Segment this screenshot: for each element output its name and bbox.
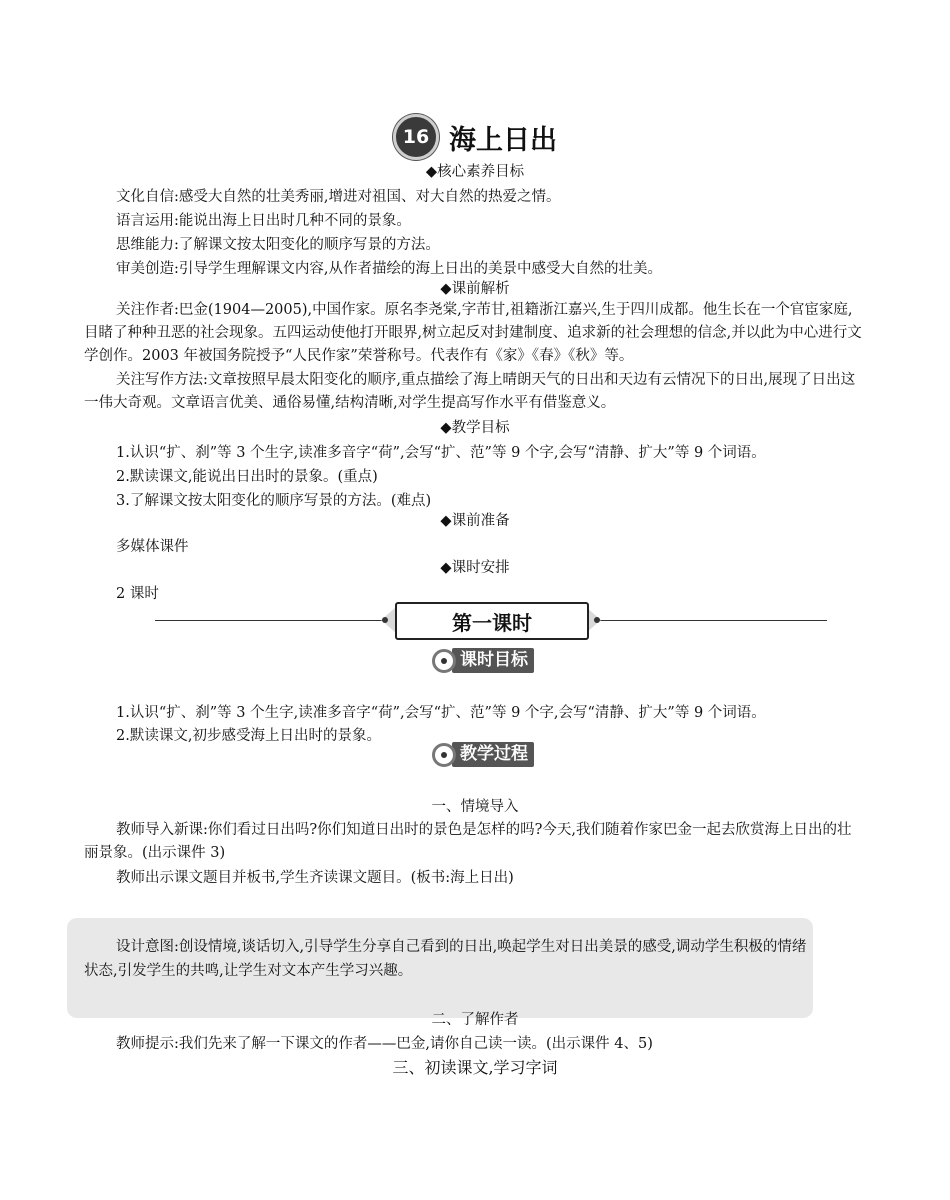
- design-intent-box: [67, 918, 813, 1018]
- section-preview: ◆课前解析: [440, 281, 510, 297]
- preparation-text: 多媒体课件: [116, 539, 189, 555]
- section-preparation: ◆课前准备: [440, 513, 510, 529]
- teaching-process-label: 教学过程: [452, 742, 534, 767]
- design-intent-text: 设计意图:创设情境,谈话切入,引导学生分享自己看到的日出,唤起学生对日出美景的感受,调动学生积极的情绪状态,引发学生的共鸣,让学生对文本产生学习兴趣。: [84, 939, 807, 979]
- teaching-goal-item: 1.认识“扩、刹”等 3 个生字,读准多音字“荷”,会写“扩、范”等 9 个字,会写“清静、扩大”等 9 个词语。: [116, 445, 766, 461]
- teaching-goal-item: 3.了解课文按太阳变化的顺序写景的方法。(难点): [116, 493, 432, 509]
- divider-right: [597, 620, 827, 621]
- target-icon: [432, 743, 456, 767]
- first-period-banner: 第一课时: [395, 602, 589, 640]
- step1-paragraph-2: 教师出示课文题目并板书,学生齐读课文题目。(板书:海上日出): [116, 870, 514, 886]
- section-core-goals: ◆核心素养目标: [425, 164, 525, 180]
- divider-dot: [382, 617, 388, 623]
- schedule-text: 2 课时: [116, 586, 159, 602]
- core-goal-item: 文化自信:感受大自然的壮美秀丽,增进对祖国、对大自然的热爱之情。: [116, 189, 561, 205]
- lesson-number-badge: 16: [393, 114, 439, 160]
- section-teaching-goals: ◆教学目标: [440, 420, 510, 436]
- core-goal-item: 思维能力:了解课文按太阳变化的顺序写景的方法。: [116, 237, 440, 253]
- preview-author-paragraph: 关注作者:巴金(1904—2005),中国作家。原名李尧棠,字芾甘,祖籍浙江嘉兴,生于四川成都。他生长在一个官宦家庭,目睹了种种丑恶的社会现象。五四运动使他打开眼界,树立起反对封建制度、追求新的社会理想的信念,并以此为中心进行文学创作。2003 年被国务院授予“人民作家”荣誉称号。代表作有《家》《春》《秋》等。: [84, 302, 862, 364]
- preview-writing-paragraph: 关注写作方法:文章按照早晨太阳变化的顺序,重点描绘了海上晴朗天气的日出和天边有云情况下的日出,展现了日出这一伟大奇观。文章语言优美、通俗易懂,结构清晰,对学生提高写作水平有借鉴意义。: [84, 372, 856, 411]
- teaching-process-tag: [432, 742, 534, 767]
- step3-title: 三、初读课文,学习字词: [392, 1058, 558, 1077]
- step1-paragraph: 教师导入新课:你们看过日出吗?你们知道日出时的景色是怎样的吗?今天,我们随着作家巴金一起去欣赏海上日出的壮丽景象。(出示课件 3): [84, 822, 852, 861]
- step2-paragraph: 教师提示:我们先来了解一下课文的作者——巴金,请你自己读一读。(出示课件 4、5): [116, 1036, 653, 1052]
- step1-title: 一、情境导入: [431, 799, 519, 815]
- period-goals-label: 课时目标: [452, 648, 534, 673]
- period-goals-tag: [432, 648, 534, 673]
- teaching-goal-item: 2.默读课文,能说出日出时的景象。(重点): [116, 469, 378, 485]
- lesson-name: 海上日出: [449, 124, 557, 156]
- target-icon: [432, 649, 456, 673]
- core-goal-item: 审美创造:引导学生理解课文内容,从作者描绘的海上日出的美景中感受大自然的壮美。: [116, 261, 662, 277]
- divider-left: [155, 620, 383, 621]
- divider-dot: [594, 617, 600, 623]
- period-goal-item: 2.默读课文,初步感受海上日出时的景象。: [116, 728, 381, 744]
- step2-title: 二、了解作者: [431, 1012, 519, 1028]
- core-goal-item: 语言运用:能说出海上日出时几种不同的景象。: [116, 213, 411, 229]
- period-goal-item: 1.认识“扩、刹”等 3 个生字,读准多音字“荷”,会写“扩、范”等 9 个字,会写“清静、扩大”等 9 个词语。: [116, 705, 766, 721]
- section-schedule: ◆课时安排: [440, 560, 510, 576]
- lesson-title: [0, 114, 950, 160]
